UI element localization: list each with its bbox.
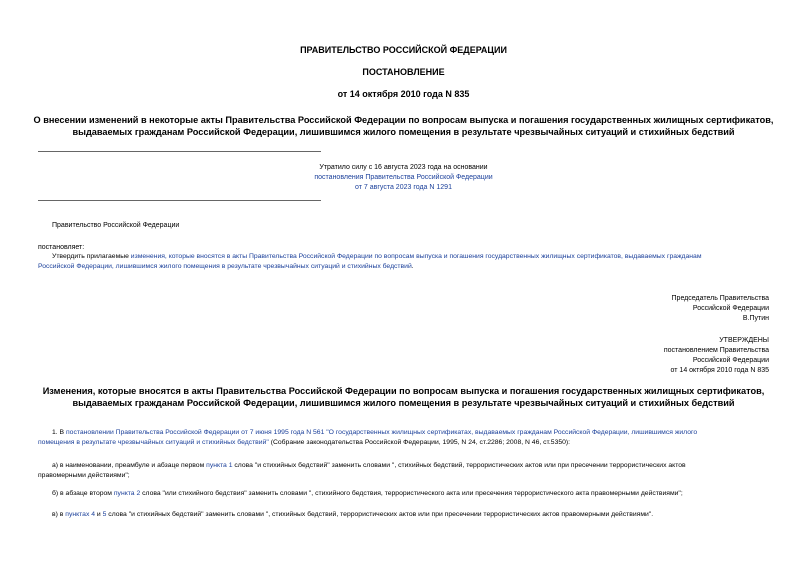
changes-title-line2: выдаваемых гражданам Российской Федерации, лишившимся жилого помещения в результате чрезвычайных ситуаций и стихийных бедствий xyxy=(72,398,735,408)
item-a-prefix: а) в наименовании, преамбуле и абзаце первом xyxy=(52,462,207,469)
approved-label: УТВЕРЖДЕНЫ xyxy=(719,337,769,344)
point-4-link[interactable]: пунктах 4 xyxy=(65,511,96,518)
point-2-link[interactable]: пункта 2 xyxy=(113,490,141,497)
document-title-line1: О внесении изменений в некоторые акты Правительства Российской Федерации по вопросам выпуска и погашения государственных жилищных сертификатов, xyxy=(33,115,774,125)
approved-block xyxy=(664,336,769,376)
changes-title-line1: Изменения, которые вносятся в акты Правительства Российской Федерации по вопросам выпуска и погашения государственных жилищных сертификатов, xyxy=(42,386,765,396)
signature-name: В.Путин xyxy=(742,315,769,322)
change-item-v xyxy=(52,510,769,520)
item1-prefix: 1. В xyxy=(52,429,66,436)
item-b-prefix: б) в абзаце втором xyxy=(52,490,114,497)
item-b-suffix: слова "или стихийного бедствия" заменить словами ", стихийного бедствия, террористического акта или пресечения террористического акта правомерными действиями"; xyxy=(140,490,683,497)
point-1-link[interactable]: пункта 1 xyxy=(206,462,233,469)
changes-link[interactable]: изменения, которые вносятся в акты Правительства Российской Федерации по вопросам выпуска и погашения государственных жилищных сертификатов, выдаваемых гражданам xyxy=(130,253,702,260)
repeal-decree-link[interactable]: постановления Правительства Российской Федерации xyxy=(314,174,493,181)
item-a-cont: правомерными действиями"; xyxy=(38,471,130,479)
separator-bottom xyxy=(38,200,321,201)
preamble-approve xyxy=(38,252,769,271)
document-title xyxy=(0,114,807,138)
decree-561-link[interactable]: постановлении Правительства Российской Федерации от 7 июня 1995 года N 561 "О государственных жилищных сертификатах, выдаваемых гражданам Российской Федерации, лишившимся жилого xyxy=(65,429,698,436)
item-v-prefix: в) в xyxy=(52,511,66,518)
document-type: ПОСТАНОВЛЕНИЕ xyxy=(362,67,445,77)
approve-prefix: Утвердить прилагаемые xyxy=(52,253,131,260)
preamble-actor: Правительство Российской Федерации xyxy=(52,222,180,229)
item-a-suffix: слова "и стихийных бедствий" заменить словами ", стихийных бедствий, террористических актов или при пресечении террористических актов xyxy=(232,462,686,469)
approved-date: от 14 октября 2010 года N 835 xyxy=(670,367,769,374)
item-v-and: и xyxy=(95,511,103,518)
point-5-link[interactable]: 5 xyxy=(102,511,107,518)
change-item-a xyxy=(38,461,769,480)
status-note xyxy=(200,163,607,193)
item1-suffix: (Собрание законодательства Российской Федерации, 1995, N 24, ст.2286; 2008, N 46, ст.5350): xyxy=(268,438,571,446)
preamble-decides: постановляет: xyxy=(38,244,85,251)
approved-org: Российской Федерации xyxy=(692,357,769,364)
signature-org: Российской Федерации xyxy=(692,305,769,312)
changes-link-cont[interactable]: Российской Федерации, лишившимся жилого помещения в результате чрезвычайных ситуаций и стихийных бедствий xyxy=(38,262,412,270)
separator-top xyxy=(38,151,321,152)
approve-end: . xyxy=(411,262,414,270)
signature-block xyxy=(672,294,769,324)
item-v-suffix: слова "и стихийных бедствий" заменить словами ", стихийных бедствий, террористических актов или при пресечении террористических актов правомерными действиями". xyxy=(106,511,654,518)
signature-position: Председатель Правительства xyxy=(671,295,769,302)
status-note-text: Утратило силу с 16 августа 2023 года на основании xyxy=(319,164,488,171)
change-item-1 xyxy=(38,428,769,447)
document-title-line2: выдаваемых гражданам Российской Федерации, лишившимся жилого помещения в результате чрезвычайных ситуаций и стихийных бедствий xyxy=(72,127,735,137)
government-heading: ПРАВИТЕЛЬСТВО РОССИЙСКОЙ ФЕДЕРАЦИИ xyxy=(300,45,507,55)
document-date-number: от 14 октября 2010 года N 835 xyxy=(337,89,470,99)
change-item-b xyxy=(52,489,769,499)
changes-title xyxy=(0,385,807,409)
approved-by: постановлением Правительства xyxy=(663,347,769,354)
decree-561-link-cont[interactable]: помещения в результате чрезвычайных ситуаций и стихийных бедствий" xyxy=(38,438,269,446)
repeal-decree-date-link[interactable]: от 7 августа 2023 года N 1291 xyxy=(355,184,452,191)
